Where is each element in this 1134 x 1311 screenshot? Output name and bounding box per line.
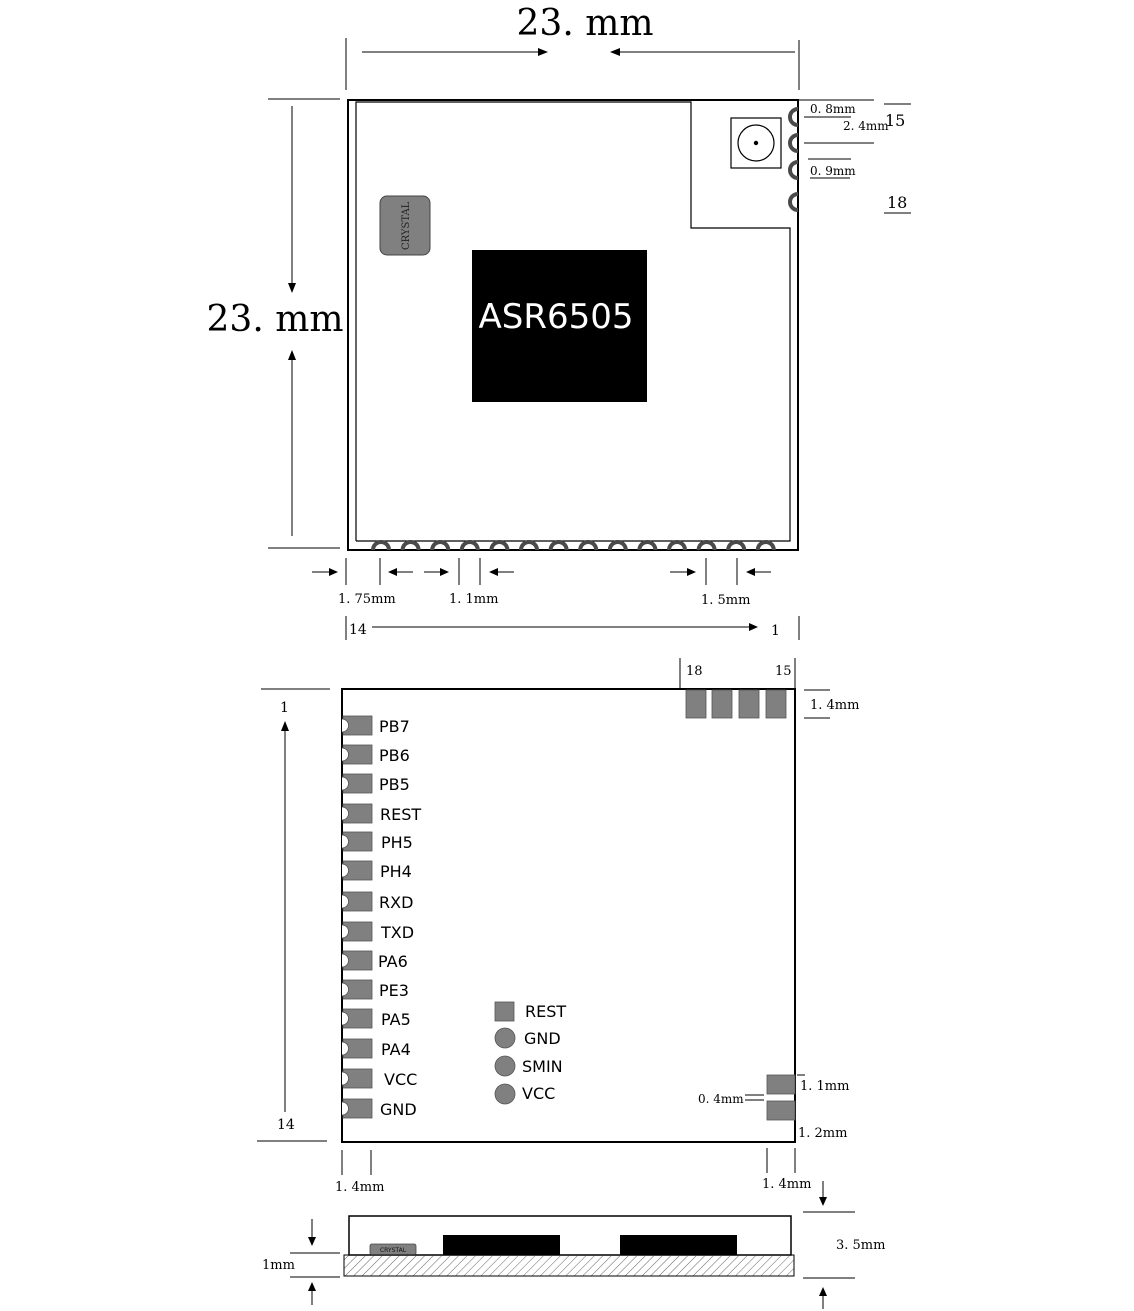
bv-right-pad-1 bbox=[767, 1075, 795, 1094]
sv-dim-1: 1mm bbox=[262, 1258, 295, 1273]
chip-label: ASR6505 bbox=[478, 297, 634, 337]
bv-pin-arrowhead bbox=[281, 721, 289, 731]
top-width-label: 23. mm bbox=[516, 3, 654, 44]
bv-pin-label-vcc: VCC bbox=[384, 1070, 418, 1089]
legend-smin-circle bbox=[495, 1056, 515, 1076]
bv-top-pad-15 bbox=[766, 690, 786, 718]
sv-component-1 bbox=[443, 1235, 560, 1255]
sv-dim-35: 3. 5mm bbox=[836, 1238, 886, 1253]
bv-dim-14-bottom: 1. 4mm bbox=[762, 1177, 812, 1192]
width-arrowhead-left bbox=[538, 48, 548, 56]
dim-arrowhead-1 bbox=[329, 568, 338, 576]
pitch-24-label: 2. 4mm bbox=[843, 119, 889, 133]
legend-vcc-circle bbox=[495, 1084, 515, 1104]
legend-rest-square bbox=[495, 1002, 514, 1021]
top-height-label: 23. mm bbox=[206, 299, 344, 340]
bv-pin-label-pa5: PA5 bbox=[381, 1010, 411, 1029]
bv-dim-11: 1. 1mm bbox=[800, 1079, 850, 1094]
sv-1-arrowhead-bottom bbox=[308, 1282, 316, 1291]
dim-175-label: 1. 75mm bbox=[338, 592, 396, 607]
dim-15-label: 1. 5mm bbox=[701, 593, 751, 608]
bv-pin-label-pb5: PB5 bbox=[379, 775, 410, 794]
bv-pin-label-pa6: PA6 bbox=[378, 952, 408, 971]
crystal-label: CRYSTAL bbox=[401, 201, 412, 250]
side-view bbox=[262, 1181, 885, 1309]
bv-dim-14-right: 1. 4mm bbox=[810, 698, 860, 713]
bv-pin-label-pe3: PE3 bbox=[379, 981, 409, 1000]
bv-top-pad-16 bbox=[739, 690, 759, 718]
dim-arrowhead-4 bbox=[489, 568, 498, 576]
dim-arrowhead-3 bbox=[440, 568, 449, 576]
sv-component-2 bbox=[620, 1235, 737, 1255]
bv-pin-label-ph4: PH4 bbox=[380, 862, 412, 881]
bv-pin-14-label: 14 bbox=[277, 1117, 295, 1133]
dim-arrowhead-6 bbox=[746, 568, 755, 576]
dim-11-label: 1. 1mm bbox=[449, 592, 499, 607]
bottom-pin-15-label: 15 bbox=[775, 664, 792, 679]
legend-rest-label: REST bbox=[525, 1002, 567, 1021]
bv-top-pad-17 bbox=[712, 690, 732, 718]
legend-vcc-label: VCC bbox=[522, 1084, 556, 1103]
top-pin-14-label: 14 bbox=[349, 622, 367, 638]
top-view bbox=[207, 3, 911, 640]
width-arrowhead-right bbox=[610, 48, 620, 56]
bv-dim-14-left: 1. 4mm bbox=[335, 1180, 385, 1195]
sv-crystal-label: CRYSTAL bbox=[379, 1247, 407, 1254]
bv-pin-label-gnd: GND bbox=[380, 1100, 417, 1119]
sv-35-arrowhead-bottom bbox=[819, 1287, 827, 1296]
sv-1-arrowhead-top bbox=[308, 1237, 316, 1246]
bv-pin-label-txd: TXD bbox=[381, 923, 415, 942]
bv-pin-label-ph5: PH5 bbox=[381, 833, 413, 852]
bottom-pin-18-label: 18 bbox=[686, 664, 703, 679]
bv-pin-label-rxd: RXD bbox=[379, 893, 414, 912]
antenna-connector-center bbox=[754, 141, 758, 145]
height-arrowhead-top bbox=[288, 283, 296, 293]
top-pin-15-label: 15 bbox=[885, 111, 906, 130]
pitch-08-label: 0. 8mm bbox=[810, 102, 856, 116]
bv-pin-label-pa4: PA4 bbox=[381, 1040, 411, 1059]
bv-pin-label-pb7: PB7 bbox=[379, 717, 410, 736]
dim-arrowhead-5 bbox=[687, 568, 696, 576]
pin-row-arrowhead bbox=[749, 623, 758, 631]
dim-arrowhead-2 bbox=[388, 568, 397, 576]
bv-right-pad-2 bbox=[767, 1101, 795, 1120]
legend-smin-label: SMIN bbox=[522, 1057, 563, 1076]
top-pin-18-label: 18 bbox=[887, 193, 908, 212]
bv-pin-label-rest: REST bbox=[380, 805, 422, 824]
bv-pin-1-label: 1 bbox=[280, 700, 289, 716]
bv-dim-12: 1. 2mm bbox=[798, 1126, 848, 1141]
height-arrowhead-bottom bbox=[288, 350, 296, 360]
sv-35-arrowhead-top bbox=[819, 1197, 827, 1206]
legend-gnd-label: GND bbox=[524, 1029, 561, 1048]
legend-gnd-circle bbox=[495, 1028, 515, 1048]
bv-dim-04: 0. 4mm bbox=[698, 1092, 744, 1106]
bv-top-pad-18 bbox=[686, 690, 706, 718]
top-pin-1-label: 1 bbox=[771, 623, 780, 639]
bottom-view bbox=[257, 658, 859, 1195]
pitch-09-label: 0. 9mm bbox=[810, 164, 856, 178]
bv-pin-label-pb6: PB6 bbox=[379, 746, 410, 765]
sv-pcb bbox=[344, 1255, 794, 1276]
